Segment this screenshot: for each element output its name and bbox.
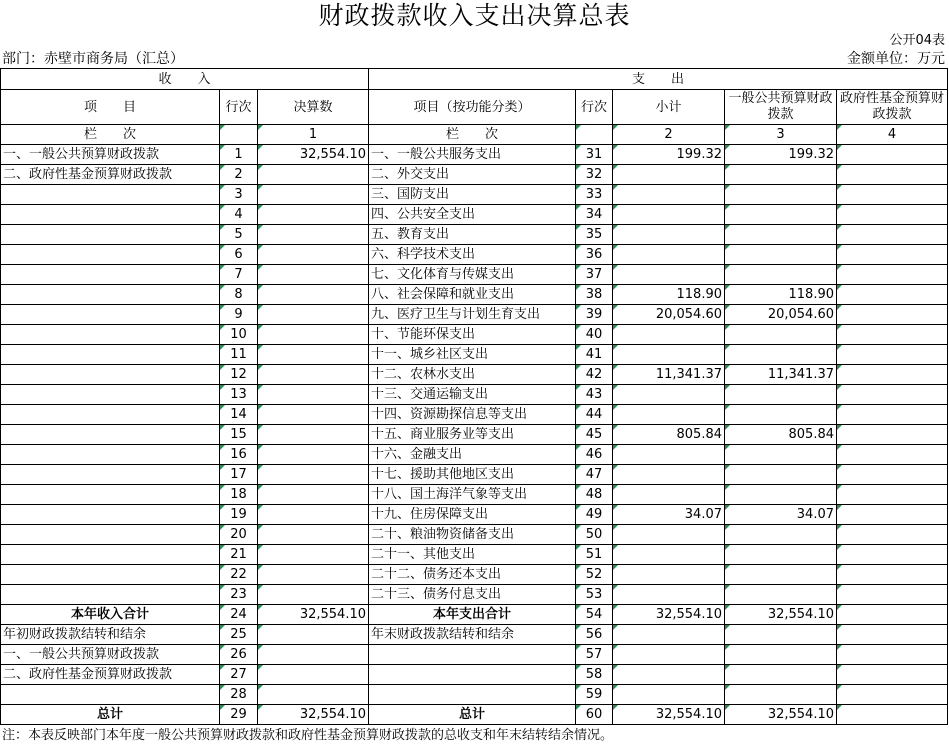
expense-item-cell: 年末财政拨款结转和结余 [369, 625, 576, 645]
final-amount-cell [258, 625, 369, 645]
income-item-cell [1, 425, 220, 445]
final-amount-cell [258, 505, 369, 525]
table-row [1, 185, 948, 205]
general-budget-cell [725, 665, 837, 685]
section-header-row [1, 69, 948, 90]
general-budget-cell: 34.07 [725, 505, 837, 525]
final-amount-cell [258, 405, 369, 425]
table-row [1, 605, 948, 625]
final-amount-cell [258, 565, 369, 585]
general-budget-cell [725, 625, 837, 645]
expense-header: 支 出 [369, 69, 948, 90]
expense-item-cell: 八、社会保障和就业支出 [369, 285, 576, 305]
table-row [1, 465, 948, 485]
table-row [1, 705, 948, 725]
expense-item-header: 项目（按功能分类） [369, 90, 576, 125]
expense-row-no-cell: 51 [576, 545, 613, 565]
subtotal-cell [613, 405, 725, 425]
subtotal-cell [613, 225, 725, 245]
gov-fund-cell [837, 425, 948, 445]
table-row [1, 345, 948, 365]
table-row [1, 285, 948, 305]
expense-row-no-cell: 37 [576, 265, 613, 285]
expense-row-no-cell: 46 [576, 445, 613, 465]
unit-label: 金额单位：万元 [847, 51, 945, 67]
income-item-cell [1, 585, 220, 605]
column-index-1: 1 [258, 125, 369, 145]
gov-fund-cell [837, 685, 948, 705]
final-amount-cell [258, 445, 369, 465]
expense-item-cell: 十七、援助其他地区支出 [369, 465, 576, 485]
column-index-2: 2 [613, 125, 725, 145]
subtotal-cell: 34.07 [613, 505, 725, 525]
gov-fund-cell [837, 465, 948, 485]
gov-fund-cell [837, 545, 948, 565]
expense-row-no-cell: 59 [576, 685, 613, 705]
table-row [1, 485, 948, 505]
income-row-no-cell: 9 [220, 305, 258, 325]
subtotal-cell: 32,554.10 [613, 705, 725, 725]
general-budget-cell [725, 465, 837, 485]
subtotal-cell [613, 625, 725, 645]
income-row-no-cell: 24 [220, 605, 258, 625]
income-item-header: 项 目 [1, 90, 220, 125]
general-budget-cell: 118.90 [725, 285, 837, 305]
general-budget-cell [725, 245, 837, 265]
expense-row-no-cell: 32 [576, 165, 613, 185]
subtotal-cell [613, 485, 725, 505]
expense-item-cell: 十九、住房保障支出 [369, 505, 576, 525]
subtotal-cell [613, 445, 725, 465]
income-row-no-cell: 6 [220, 245, 258, 265]
subtotal-cell [613, 205, 725, 225]
expense-item-cell: 四、公共安全支出 [369, 205, 576, 225]
gov-fund-cell [837, 405, 948, 425]
subtotal-cell [613, 645, 725, 665]
expense-row-no-cell: 35 [576, 225, 613, 245]
gov-fund-cell [837, 345, 948, 365]
general-budget-cell [725, 485, 837, 505]
expense-item-cell: 十二、农林水支出 [369, 365, 576, 385]
final-amount-cell [258, 465, 369, 485]
income-item-cell [1, 385, 220, 405]
income-header: 收 入 [1, 69, 369, 90]
expense-row-no-cell: 31 [576, 145, 613, 165]
subtotal-header: 小计 [613, 90, 725, 125]
expense-item-cell [369, 645, 576, 665]
expense-row-no-cell: 34 [576, 205, 613, 225]
expense-row-no-index [576, 125, 613, 145]
table-row [1, 625, 948, 645]
income-row-no-cell: 17 [220, 465, 258, 485]
table-row [1, 205, 948, 225]
gov-fund-cell [837, 145, 948, 165]
subtotal-cell [613, 265, 725, 285]
expense-row-no-cell: 43 [576, 385, 613, 405]
general-budget-cell [725, 345, 837, 365]
gov-fund-header: 政府性基金预算财政拨款 [837, 90, 948, 125]
final-amount-cell [258, 365, 369, 385]
table-row [1, 265, 948, 285]
subtotal-cell [613, 465, 725, 485]
income-row-no-cell: 26 [220, 645, 258, 665]
subtotal-cell: 11,341.37 [613, 365, 725, 385]
subtotal-cell [613, 685, 725, 705]
income-row-no-cell: 19 [220, 505, 258, 525]
general-budget-cell [725, 385, 837, 405]
gov-fund-cell [837, 485, 948, 505]
gov-fund-cell [837, 185, 948, 205]
income-row-no-cell: 27 [220, 665, 258, 685]
expense-item-cell: 十六、金融支出 [369, 445, 576, 465]
final-amount-cell [258, 325, 369, 345]
final-amount-cell [258, 385, 369, 405]
expense-item-cell: 二十一、其他支出 [369, 545, 576, 565]
general-budget-cell [725, 165, 837, 185]
subtotal-cell: 199.32 [613, 145, 725, 165]
subtotal-cell [613, 345, 725, 365]
expense-row-no-cell: 39 [576, 305, 613, 325]
income-item-cell [1, 505, 220, 525]
income-row-no-cell: 16 [220, 445, 258, 465]
expense-row-no-cell: 58 [576, 665, 613, 685]
gov-fund-cell [837, 165, 948, 185]
table-row [1, 145, 948, 165]
subtotal-cell: 20,054.60 [613, 305, 725, 325]
income-row-no-cell: 21 [220, 545, 258, 565]
footnote: 注：本表反映部门本年度一般公共预算财政拨款和政府性基金预算财政拨款的总收支和年末结转结余情况。 [2, 728, 614, 743]
gov-fund-cell [837, 505, 948, 525]
table-row [1, 685, 948, 705]
table-row [1, 505, 948, 525]
subtotal-cell [613, 545, 725, 565]
subtotal-cell: 805.84 [613, 425, 725, 445]
income-item-cell [1, 365, 220, 385]
expense-item-cell: 二十、粮油物资储备支出 [369, 525, 576, 545]
general-budget-cell: 32,554.10 [725, 605, 837, 625]
expense-row-no-cell: 52 [576, 565, 613, 585]
income-item-cell [1, 285, 220, 305]
expense-item-cell [369, 665, 576, 685]
gov-fund-cell [837, 645, 948, 665]
income-row-no-cell: 3 [220, 185, 258, 205]
subtotal-cell [613, 585, 725, 605]
column-index-3: 3 [725, 125, 837, 145]
table-row [1, 585, 948, 605]
expense-column-label: 栏 次 [369, 125, 576, 145]
table-row [1, 405, 948, 425]
income-item-cell [1, 485, 220, 505]
income-item-cell: 一、一般公共预算财政拨款 [1, 145, 220, 165]
final-amount-cell [258, 185, 369, 205]
general-budget-cell: 11,341.37 [725, 365, 837, 385]
expense-row-no-cell: 48 [576, 485, 613, 505]
gov-fund-cell [837, 525, 948, 545]
gov-fund-cell [837, 245, 948, 265]
income-row-no-header: 行次 [220, 90, 258, 125]
gov-fund-cell [837, 625, 948, 645]
page-title: 财政拨款收入支出决算总表 [318, 1, 631, 30]
income-row-no-cell: 8 [220, 285, 258, 305]
subtotal-cell [613, 385, 725, 405]
expense-item-cell: 十五、商业服务业等支出 [369, 425, 576, 445]
budget-table [0, 68, 948, 725]
final-amount-cell [258, 585, 369, 605]
table-row [1, 565, 948, 585]
income-row-no-index [220, 125, 258, 145]
general-budget-header: 一般公共预算财政拨款 [725, 90, 837, 125]
expense-item-cell: 一、一般公共服务支出 [369, 145, 576, 165]
expense-item-cell: 二十三、债务付息支出 [369, 585, 576, 605]
income-row-no-cell: 4 [220, 205, 258, 225]
income-item-cell: 总计 [1, 705, 220, 725]
final-amount-cell [258, 645, 369, 665]
expense-row-no-cell: 41 [576, 345, 613, 365]
expense-item-cell: 十一、城乡社区支出 [369, 345, 576, 365]
subtotal-cell: 32,554.10 [613, 605, 725, 625]
expense-item-cell: 十三、交通运输支出 [369, 385, 576, 405]
gov-fund-cell [837, 305, 948, 325]
final-amount-cell [258, 165, 369, 185]
general-budget-cell [725, 585, 837, 605]
income-item-cell [1, 305, 220, 325]
final-amount-cell [258, 205, 369, 225]
subtotal-cell [613, 325, 725, 345]
income-item-cell [1, 265, 220, 285]
general-budget-cell [725, 445, 837, 465]
final-amount-cell: 32,554.10 [258, 605, 369, 625]
income-row-no-cell: 11 [220, 345, 258, 365]
gov-fund-cell [837, 265, 948, 285]
table-row [1, 245, 948, 265]
income-row-no-cell: 14 [220, 405, 258, 425]
income-item-cell [1, 345, 220, 365]
column-index-row [1, 125, 948, 145]
income-item-cell [1, 225, 220, 245]
expense-row-no-cell: 56 [576, 625, 613, 645]
table-row [1, 525, 948, 545]
expense-row-no-cell: 45 [576, 425, 613, 445]
expense-row-no-cell: 60 [576, 705, 613, 725]
general-budget-cell [725, 405, 837, 425]
gov-fund-cell [837, 225, 948, 245]
expense-row-no-cell: 50 [576, 525, 613, 545]
gov-fund-cell [837, 665, 948, 685]
income-item-cell [1, 565, 220, 585]
income-item-cell [1, 185, 220, 205]
final-amount-cell: 32,554.10 [258, 145, 369, 165]
expense-row-no-cell: 44 [576, 405, 613, 425]
expense-row-no-cell: 49 [576, 505, 613, 525]
expense-item-cell: 二、外交支出 [369, 165, 576, 185]
general-budget-cell [725, 205, 837, 225]
income-row-no-cell: 25 [220, 625, 258, 645]
expense-item-cell: 七、文化体育与传媒支出 [369, 265, 576, 285]
general-budget-cell [725, 265, 837, 285]
general-budget-cell [725, 325, 837, 345]
table-row [1, 445, 948, 465]
general-budget-cell [725, 185, 837, 205]
income-row-no-cell: 5 [220, 225, 258, 245]
expense-row-no-cell: 38 [576, 285, 613, 305]
income-row-no-cell: 18 [220, 485, 258, 505]
final-amount-cell: 32,554.10 [258, 705, 369, 725]
income-row-no-cell: 2 [220, 165, 258, 185]
income-item-cell [1, 245, 220, 265]
general-budget-cell [725, 685, 837, 705]
gov-fund-cell [837, 205, 948, 225]
general-budget-cell [725, 565, 837, 585]
final-amount-cell [258, 265, 369, 285]
expense-row-no-cell: 33 [576, 185, 613, 205]
income-row-no-cell: 29 [220, 705, 258, 725]
table-row [1, 545, 948, 565]
expense-item-cell: 十八、国土海洋气象等支出 [369, 485, 576, 505]
income-item-cell [1, 685, 220, 705]
column-header-row [1, 90, 948, 125]
final-amount-cell [258, 425, 369, 445]
income-row-no-cell: 12 [220, 365, 258, 385]
expense-item-cell: 六、科学技术支出 [369, 245, 576, 265]
final-amount-cell [258, 665, 369, 685]
final-amount-cell [258, 685, 369, 705]
subtotal-cell [613, 245, 725, 265]
expense-item-cell: 二十二、债务还本支出 [369, 565, 576, 585]
expense-row-no-cell: 42 [576, 365, 613, 385]
income-item-cell: 本年收入合计 [1, 605, 220, 625]
general-budget-cell: 805.84 [725, 425, 837, 445]
table-row [1, 385, 948, 405]
final-amount-cell [258, 305, 369, 325]
table-row [1, 425, 948, 445]
income-item-cell: 二、政府性基金预算财政拨款 [1, 665, 220, 685]
general-budget-cell: 20,054.60 [725, 305, 837, 325]
table-row [1, 225, 948, 245]
income-row-no-cell: 23 [220, 585, 258, 605]
department-label: 部门：赤壁市商务局（汇总） [2, 51, 184, 67]
gov-fund-cell [837, 585, 948, 605]
expense-row-no-cell: 57 [576, 645, 613, 665]
expense-item-cell: 五、教育支出 [369, 225, 576, 245]
expense-item-cell [369, 685, 576, 705]
subtotal-cell: 118.90 [613, 285, 725, 305]
table-row [1, 325, 948, 345]
gov-fund-cell [837, 605, 948, 625]
expense-row-no-cell: 47 [576, 465, 613, 485]
expense-item-cell: 十、节能环保支出 [369, 325, 576, 345]
expense-item-cell: 九、医疗卫生与计划生育支出 [369, 305, 576, 325]
final-amount-cell [258, 285, 369, 305]
subtotal-cell [613, 565, 725, 585]
gov-fund-cell [837, 285, 948, 305]
income-row-no-cell: 7 [220, 265, 258, 285]
column-index-4: 4 [837, 125, 948, 145]
income-row-no-cell: 15 [220, 425, 258, 445]
income-row-no-cell: 1 [220, 145, 258, 165]
final-amount-cell [258, 245, 369, 265]
general-budget-cell: 32,554.10 [725, 705, 837, 725]
gov-fund-cell [837, 565, 948, 585]
table-row [1, 165, 948, 185]
table-row [1, 645, 948, 665]
expense-item-cell: 本年支出合计 [369, 605, 576, 625]
table-row [1, 305, 948, 325]
gov-fund-cell [837, 445, 948, 465]
income-item-cell [1, 205, 220, 225]
expense-row-no-cell: 53 [576, 585, 613, 605]
general-budget-cell [725, 545, 837, 565]
gov-fund-cell [837, 325, 948, 345]
final-amount-cell [258, 525, 369, 545]
general-budget-cell [725, 225, 837, 245]
general-budget-cell [725, 645, 837, 665]
subtotal-cell [613, 165, 725, 185]
subtotal-cell [613, 665, 725, 685]
final-amount-cell [258, 485, 369, 505]
final-amount-cell [258, 225, 369, 245]
final-amount-cell [258, 345, 369, 365]
final-amount-header: 决算数 [258, 90, 369, 125]
income-item-cell [1, 545, 220, 565]
income-row-no-cell: 22 [220, 565, 258, 585]
expense-row-no-cell: 36 [576, 245, 613, 265]
gov-fund-cell [837, 705, 948, 725]
income-row-no-cell: 13 [220, 385, 258, 405]
subtotal-cell [613, 185, 725, 205]
expense-row-no-cell: 54 [576, 605, 613, 625]
income-item-cell [1, 405, 220, 425]
expense-item-cell: 总计 [369, 705, 576, 725]
income-item-cell [1, 445, 220, 465]
income-row-no-cell: 20 [220, 525, 258, 545]
income-item-cell [1, 525, 220, 545]
income-item-cell: 二、政府性基金预算财政拨款 [1, 165, 220, 185]
income-row-no-cell: 28 [220, 685, 258, 705]
final-amount-cell [258, 545, 369, 565]
income-row-no-cell: 10 [220, 325, 258, 345]
income-column-label: 栏 次 [1, 125, 220, 145]
gov-fund-cell [837, 365, 948, 385]
table-row [1, 365, 948, 385]
income-item-cell: 一、一般公共预算财政拨款 [1, 645, 220, 665]
subtotal-cell [613, 525, 725, 545]
income-item-cell [1, 465, 220, 485]
form-code: 公开04表 [889, 33, 945, 48]
expense-item-cell: 三、国防支出 [369, 185, 576, 205]
expense-row-no-cell: 40 [576, 325, 613, 345]
expense-item-cell: 十四、资源勘探信息等支出 [369, 405, 576, 425]
gov-fund-cell [837, 385, 948, 405]
general-budget-cell [725, 525, 837, 545]
expense-row-no-header: 行次 [576, 90, 613, 125]
table-row [1, 665, 948, 685]
general-budget-cell: 199.32 [725, 145, 837, 165]
income-item-cell: 年初财政拨款结转和结余 [1, 625, 220, 645]
income-item-cell [1, 325, 220, 345]
